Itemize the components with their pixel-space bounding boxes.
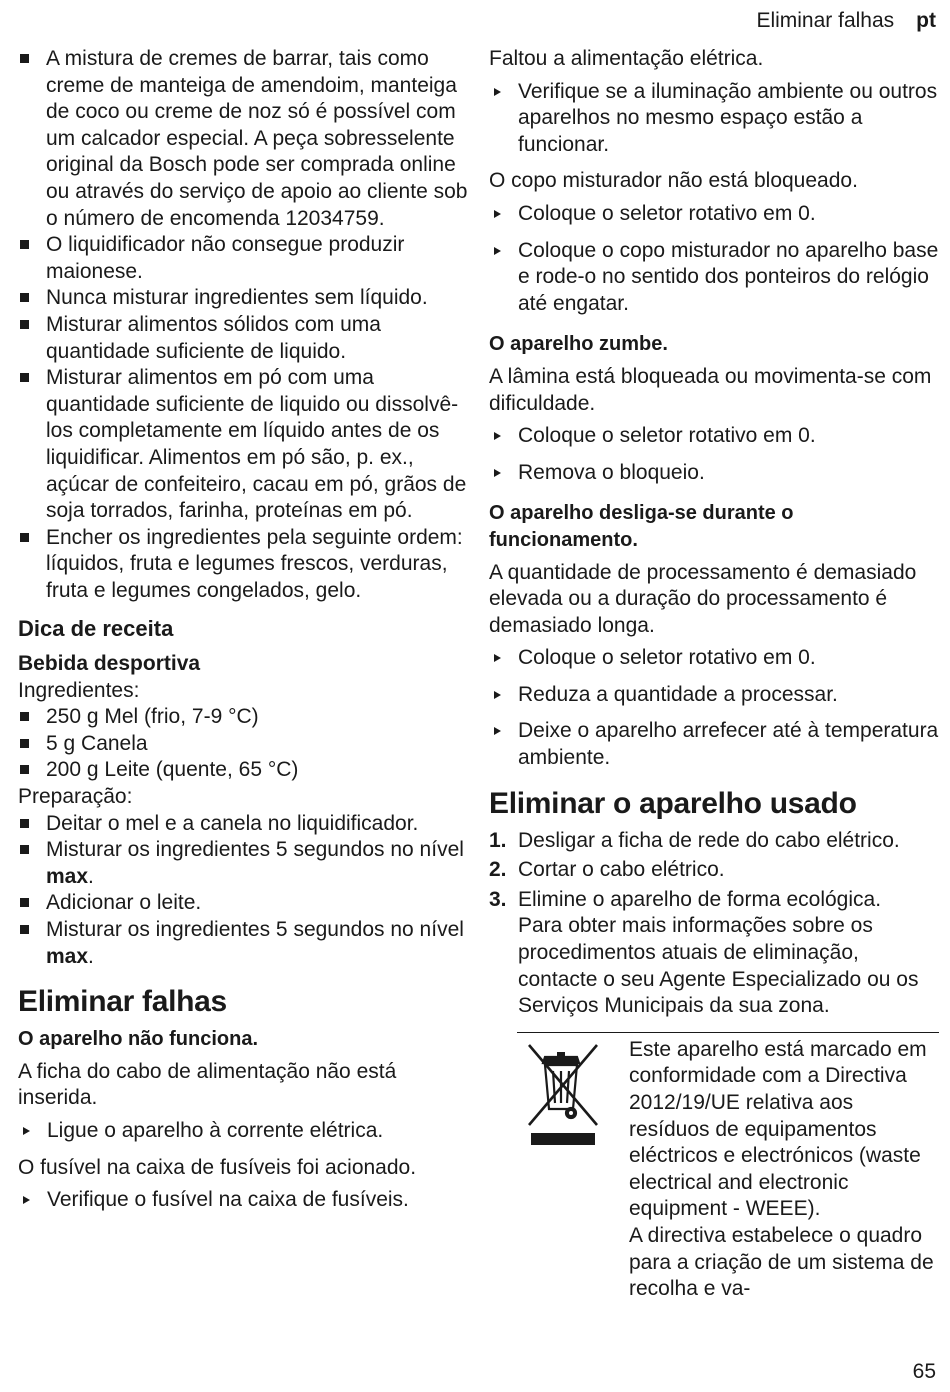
tips-list bbox=[18, 46, 468, 604]
fault-action: Deixe o aparelho arrefecer até à temperatura ambiente. bbox=[489, 718, 939, 771]
step-text: Misturar os ingredientes 5 segundos no nível bbox=[46, 838, 464, 862]
fault-cause: A quantidade de processamento é demasiado elevada ou a duração do processamento é demasiado longa. bbox=[489, 560, 917, 637]
fault-title: O aparelho zumbe. bbox=[489, 333, 668, 356]
disposal-note: Para obter mais informações sobre os procedimentos atuais de eliminação, contacte o seu Agente Especializado ou os Serviços Municipais da sua zona. bbox=[518, 914, 919, 1018]
step-item bbox=[18, 917, 468, 970]
fault-action: Coloque o copo misturador no aparelho base e rode-o no sentido dos ponteiros do relógio até engatar. bbox=[489, 238, 939, 318]
fault-cause: O copo misturador não está bloqueado. bbox=[489, 169, 858, 193]
fault-action: Remova o bloqueio. bbox=[489, 460, 939, 487]
selector-value: 0 bbox=[798, 424, 810, 448]
step-text: Cortar o cabo elétrico. bbox=[518, 858, 725, 882]
step-text: Misturar os ingredientes 5 segundos no nível bbox=[46, 918, 464, 941]
action-text: Coloque o seletor rotativo em bbox=[518, 646, 799, 670]
fault-actions bbox=[18, 1118, 468, 1145]
fault-actions bbox=[489, 645, 939, 771]
recipe-heading: Dica de receita bbox=[18, 616, 174, 642]
weee-text bbox=[629, 1037, 939, 1303]
tip-item: Nunca misturar ingredientes sem líquido. bbox=[18, 285, 468, 312]
disposal-heading: Eliminar o aparelho usado bbox=[489, 786, 857, 820]
step-item: Deitar o mel e a canela no liquidificador. bbox=[18, 811, 468, 838]
action-text-end: . bbox=[809, 201, 816, 225]
weee-paragraph: A directiva estabelece o quadro para a criação de um sistema de recolha e va- bbox=[629, 1223, 934, 1301]
weee-paragraph: Este aparelho está marcado em conformidade com a Directiva 2012/19/UE relativa aos resíduos de equipamentos eléctricos e electrónicos (waste electrical and electronic equipment - WEEE). bbox=[629, 1037, 927, 1221]
step-item: Adicionar o leite. bbox=[18, 890, 468, 917]
fault-actions bbox=[489, 423, 939, 486]
step-text-end: . bbox=[88, 944, 94, 968]
weee-notice bbox=[517, 1032, 939, 1303]
disposal-step bbox=[489, 857, 939, 884]
recipe-name: Bebida desportiva bbox=[18, 652, 201, 676]
tip-item: Misturar alimentos em pó com uma quantidade suficiente de liquido ou dissolvê-los completamente em líquido antes de os liquidificar. Alimentos em pó são, p. ex., açúcar de confeiteiro, cacau em pó, grãos de soja torrados, farinha, proteínas em pó. bbox=[18, 365, 468, 525]
selector-value: 0 bbox=[798, 201, 810, 225]
tip-item: Encher os ingredientes pela seguinte ordem: líquidos, fruta e legumes frescos, verduras, fruta e legumes congelados, gelo. bbox=[18, 525, 468, 605]
selector-value: 0 bbox=[798, 646, 810, 670]
step-text: Desligar a ficha de rede do cabo elétrico. bbox=[518, 828, 900, 852]
fault-action bbox=[489, 201, 939, 228]
ingredients-label: Ingredientes: bbox=[18, 678, 140, 702]
fault-action: Reduza a quantidade a processar. bbox=[489, 682, 939, 709]
max-level: max bbox=[46, 864, 89, 888]
step-text-end: . bbox=[88, 864, 94, 888]
disposal-steps bbox=[489, 828, 939, 1020]
max-level: max bbox=[46, 944, 89, 968]
fault-actions bbox=[18, 1187, 468, 1214]
tip-item: Misturar alimentos sólidos com uma quantidade suficiente de liquido. bbox=[18, 312, 468, 365]
action-text-end: . bbox=[809, 424, 816, 448]
step-number: 3. bbox=[489, 887, 507, 911]
fault-action: Verifique o fusível na caixa de fusíveis. bbox=[18, 1187, 468, 1214]
step-text: Elimine o aparelho de forma ecológica. bbox=[518, 887, 882, 911]
fault-action: Ligue o aparelho à corrente elétrica. bbox=[18, 1118, 468, 1145]
fault-title: O aparelho não funciona. bbox=[18, 1028, 259, 1051]
fault-action bbox=[489, 423, 939, 450]
disposal-step bbox=[489, 887, 939, 1020]
crossed-out-wheelie-bin-icon bbox=[523, 1039, 603, 1157]
faults-heading: Eliminar falhas bbox=[18, 985, 227, 1019]
step-item bbox=[18, 837, 468, 890]
step-number: 1. bbox=[489, 828, 507, 852]
running-header bbox=[756, 8, 936, 35]
tip-item: O liquidificador não consegue produzir maionese. bbox=[18, 232, 468, 285]
action-text-end: . bbox=[809, 646, 816, 670]
fault-cause: O fusível na caixa de fusíveis foi acionado. bbox=[18, 1155, 417, 1179]
header-lang: pt bbox=[916, 9, 936, 32]
ingredient-item: 200 g Leite (quente, 65 °C) bbox=[18, 757, 468, 784]
action-text: Coloque o seletor rotativo em bbox=[518, 201, 799, 225]
fault-cause: A ficha do cabo de alimentação não está inserida. bbox=[18, 1059, 397, 1110]
fault-cause: Faltou a alimentação elétrica. bbox=[489, 47, 764, 70]
step-number: 2. bbox=[489, 858, 507, 882]
right-column bbox=[489, 46, 939, 1303]
ingredient-item: 5 g Canela bbox=[18, 731, 468, 758]
disposal-step bbox=[489, 828, 939, 855]
fault-actions bbox=[489, 201, 939, 317]
left-column bbox=[18, 46, 468, 1224]
header-section: Eliminar falhas bbox=[756, 9, 895, 32]
fault-actions bbox=[489, 79, 939, 159]
tip-item: A mistura de cremes de barrar, tais como creme de manteiga de amendoim, manteiga de coco ou creme de noz só é possível com um calcador especial. A peça sobresselente original da Bosch pode ser comprada online ou através do serviço de apoio ao cliente sob o número de encomenda 12034759. bbox=[18, 46, 468, 232]
ingredients-list bbox=[18, 704, 468, 784]
preparation-label: Preparação: bbox=[18, 785, 133, 809]
ingredient-item: 250 g Mel (frio, 7-9 °C) bbox=[18, 704, 468, 731]
action-text: Coloque o seletor rotativo em bbox=[518, 424, 799, 448]
fault-action: Verifique se a iluminação ambiente ou outros aparelhos no mesmo espaço estão a funcionar. bbox=[489, 79, 939, 159]
fault-action bbox=[489, 645, 939, 672]
preparation-list bbox=[18, 811, 468, 971]
fault-title: O aparelho desliga-se durante o funcionamento. bbox=[489, 502, 794, 551]
fault-cause: A lâmina está bloqueada ou movimenta-se com dificuldade. bbox=[489, 364, 932, 415]
page-number: 65 bbox=[912, 1360, 936, 1384]
